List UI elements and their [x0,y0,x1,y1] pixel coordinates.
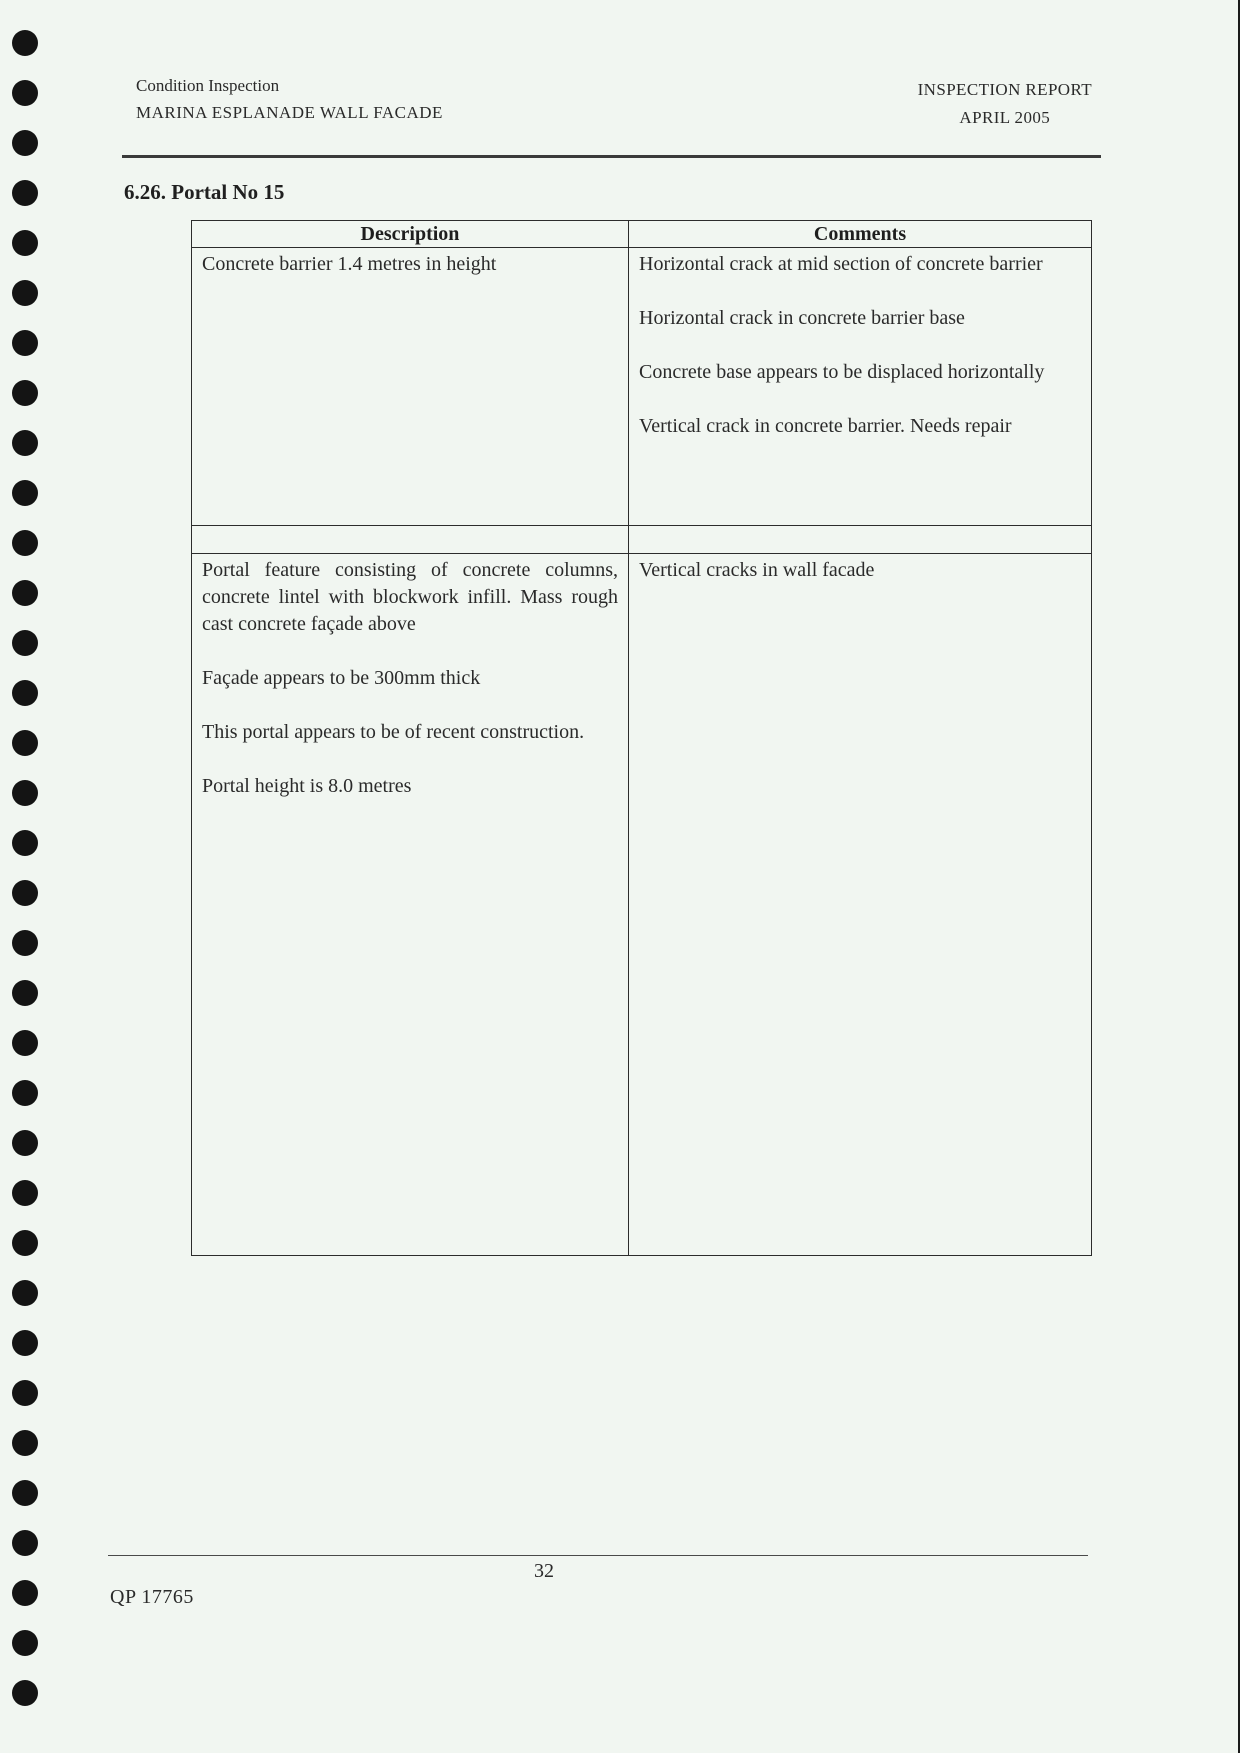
description-text: Façade appears to be 300mm thick [202,667,481,689]
binder-hole [12,130,38,156]
binder-hole [12,380,38,406]
binder-hole [12,30,38,56]
description-text: Portal feature consisting of concrete columns, concrete lintel with blockwork infill. Mass rough cast concrete façade above [202,559,618,635]
comment-text: Horizontal crack at mid section of concrete barrier [639,253,1043,275]
table-row-empty [192,526,1092,554]
binder-hole [12,1480,38,1506]
binder-hole [12,80,38,106]
comment-text: Vertical cracks in wall facade [639,559,875,581]
binder-hole [12,880,38,906]
header-left [136,72,443,126]
description-text: This portal appears to be of recent construction. [202,721,585,743]
binder-hole [12,830,38,856]
header-project-name: MARINA ESPLANADE WALL FACADE [136,103,443,122]
binder-hole [12,1530,38,1556]
binder-hole [12,280,38,306]
binder-hole [12,530,38,556]
inspection-table [191,220,1092,1256]
table-header-row [192,221,1092,248]
binder-hole [12,1630,38,1656]
description-cell [192,248,629,526]
binder-hole [12,480,38,506]
binder-hole [12,430,38,456]
header-right [918,76,1092,132]
binder-hole [12,1330,38,1356]
document-reference: QP 17765 [110,1586,194,1608]
description-text: Portal height is 8.0 metres [202,775,412,797]
column-header-comments: Comments [629,221,1092,248]
binder-hole [12,980,38,1006]
column-header-description: Description [192,221,629,248]
comment-text: Concrete base appears to be displaced horizontally [639,361,1045,383]
binder-hole [12,180,38,206]
table-row [192,248,1092,526]
comments-cell [629,554,1092,1256]
comment-text: Vertical crack in concrete barrier. Needs repair [639,415,1012,437]
binder-hole [12,1130,38,1156]
binder-hole [12,780,38,806]
binder-hole [12,680,38,706]
comments-cell [629,526,1092,554]
binder-hole [12,630,38,656]
binder-hole [12,1380,38,1406]
binder-hole [12,1280,38,1306]
binder-holes [12,30,40,1730]
footer-divider [108,1555,1088,1556]
comment-text: Horizontal crack in concrete barrier base [639,307,965,329]
page-number: 32 [534,1560,554,1582]
binder-hole [12,1430,38,1456]
binder-hole [12,580,38,606]
binder-hole [12,1030,38,1056]
description-cell [192,554,629,1256]
header-report-type: INSPECTION REPORT [917,80,1092,99]
binder-hole [12,1080,38,1106]
header-report-date: APRIL 2005 [959,108,1051,127]
binder-hole [12,730,38,756]
binder-hole [12,1230,38,1256]
binder-hole [12,1680,38,1706]
binder-hole [12,1180,38,1206]
binder-hole [12,1580,38,1606]
binder-hole [12,930,38,956]
description-cell [192,526,629,554]
description-text: Concrete barrier 1.4 metres in height [202,253,497,275]
header-divider [122,155,1101,158]
binder-hole [12,230,38,256]
binder-hole [12,330,38,356]
comments-cell [629,248,1092,526]
table-row [192,554,1092,1256]
header-subtitle: Condition Inspection [136,76,280,95]
section-title: 6.26. Portal No 15 [124,180,285,204]
